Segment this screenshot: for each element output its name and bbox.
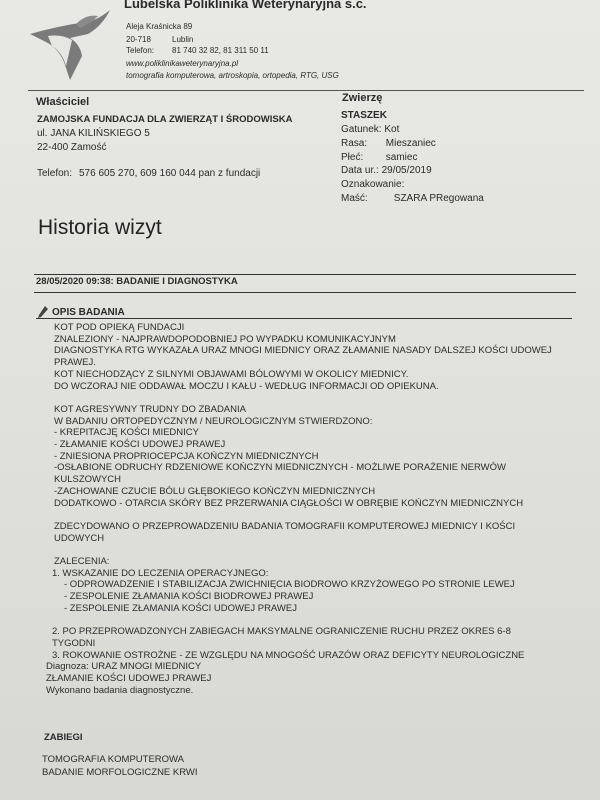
section-divider	[36, 318, 572, 319]
description-line: - ZNIESIONA PROPRIOCEPCJA KOŃCZYN MIEDNICZNYCH	[54, 450, 319, 462]
description-line: - ZESPOLENIE ZŁAMANIA KOŚCI BIODROWEJ PRAWEJ	[64, 591, 314, 603]
description-line: ZDECYDOWANO O PRZEPROWADZENIU BADANIA TOMOGRAFII KOMPUTEROWEJ MIEDNICY I KOŚCI	[54, 520, 516, 532]
field-label: Gatunek:	[341, 124, 382, 135]
field-label: Rasa:	[341, 138, 368, 149]
description-line: KOT POD OPIEKĄ FUNDACJI	[54, 322, 185, 333]
animal-field-marking	[341, 179, 407, 190]
clinic-street: Aleja Kraśnicka 89	[126, 22, 193, 31]
clinic-city: Lublin	[172, 35, 194, 44]
animal-name: STASZEK	[341, 110, 387, 121]
header-divider	[28, 90, 584, 91]
field-label: Płeć:	[341, 152, 364, 163]
description-line: PRAWEJ.	[54, 357, 96, 369]
description-line: Diagnoza: URAZ MNOGI MIEDNICY	[46, 661, 202, 673]
description-line: UDOWYCH	[54, 532, 105, 544]
clinic-postal: 20-718	[126, 35, 151, 44]
field-value: Mieszaniec	[385, 138, 436, 149]
owner-address-2: 22-400 Zamość	[37, 142, 107, 153]
owner-address-1: ul. JANA KILIŃSKIEGO 5	[37, 128, 150, 139]
field-value: 29/05/2019	[381, 165, 432, 176]
description-line: KULSZOWYCH	[54, 474, 122, 486]
description-line: W BADANIU ORTOPEDYCZNYM / NEUROLOGICZNYM STWIERDZONO:	[54, 415, 373, 427]
procedures-heading: ZABIEGI	[44, 732, 83, 743]
clinic-services: tomografia komputerowa, artroskopia, ortopedia, RTG, USG	[126, 71, 339, 80]
description-line: -ZACHOWANE CZUCIE BÓLU GŁĘBOKIEGO KOŃCZYN MIEDNICZNYCH	[54, 485, 376, 497]
clinic-logo-icon	[28, 4, 114, 84]
description-line: - ODPROWADZENIE I STABILIZACJA ZWICHNIĘCIA BIODROWO KRZYŻOWEGO PO STRONIE LEWEJ	[64, 579, 515, 591]
description-line: ZALECENIA:	[54, 556, 110, 567]
description-line: - ZESPOLENIE ZŁAMANIA KOŚCI UDOWEJ PRAWEJ	[64, 602, 297, 614]
animal-field-birthdate	[341, 165, 432, 176]
description-line: DO WCZORAJ NIE ODDAWAŁ MOCZU I KAŁU - WEDŁUG INFORMACJI OD OPIEKUNA.	[54, 380, 439, 392]
description-line: DODATKOWO - OTARCIA SKÓRY BEZ PRZERWANIA CIĄGŁOŚCI W OBRĘBIE KOŃCZYN MIEDNICZNYCH	[54, 497, 524, 509]
animal-field-color	[341, 193, 484, 204]
visit-header: 28/05/2020 09:38: BADANIE I DIAGNOSTYKA	[36, 276, 238, 287]
owner-phone: 576 605 270, 609 160 044 pan z fundacji	[79, 168, 261, 179]
animal-field-sex	[341, 152, 417, 163]
clinic-website: www.poliklinikaweterynaryjna.pl	[126, 59, 239, 68]
description-line: 3. ROKOWANIE OSTROŻNE - ZE WZGLĘDU NA MNOGOŚĆ URAZÓW ORAZ DEFICYTY NEUROLOGICZNE	[52, 649, 525, 661]
animal-field-breed	[341, 138, 436, 149]
description-line: TYGODNI	[52, 637, 96, 649]
procedure-item: BADANIE MORFOLOGICZNE KRWI	[42, 767, 198, 778]
description-line: ZŁAMANIE KOŚCI UDOWEJ PRAWEJ	[46, 673, 212, 684]
clinic-phone-label: Telefon:	[126, 46, 155, 55]
animal-field-species	[341, 124, 399, 135]
field-value: Kot	[384, 124, 400, 135]
owner-phone-label: Telefon:	[37, 168, 73, 179]
field-label: Oznakowanie:	[341, 179, 405, 190]
description-line: 2. PO PRZEPROWADZONYCH ZABIEGACH MAKSYMALNE OGRANICZENIE RUCHU PRZEZ OKRES 6-8	[52, 626, 511, 638]
procedure-item: TOMOGRAFIA KOMPUTEROWA	[42, 754, 184, 765]
pencil-icon	[38, 306, 48, 318]
field-value: SZARA PRegowana	[393, 193, 484, 204]
animal-heading: Zwierzę	[342, 92, 383, 104]
description-line: 1. WSKAZANIE DO LECZENIA OPERACYJNEGO:	[52, 567, 269, 579]
field-label: Maść:	[341, 193, 368, 204]
description-line: DIAGNOSTYKA RTG WYKAZAŁA URAZ MNOGI MIEDNICY ORAZ ZŁAMANIE NASADY DALSZEJ KOŚCI UDOWEJ	[54, 345, 552, 357]
description-line: -OSŁABIONE ODRUCHY RDZENIOWE KOŃCZYN MIEDNICZNYCH - MOŻLIWE PORAŻENIE NERWÓW	[54, 462, 506, 474]
clinic-phones: 81 740 32 82, 81 311 50 11	[172, 46, 269, 55]
description-line: Wykonano badania diagnostyczne.	[46, 684, 194, 696]
section-title: OPIS BADANIA	[52, 306, 125, 318]
description-line: - KREPITACJĘ KOŚCI MIEDNICY	[54, 427, 199, 439]
description-line: ZNALEZIONY - NAJPRAWDOPODOBNIEJ PO WYPADKU KOMUNIKACYJNYM	[54, 333, 396, 345]
description-line: KOT AGRESYWNY TRUDNY DO ZBADANIA	[54, 403, 246, 415]
field-label: Data ur.:	[341, 165, 379, 176]
history-title: Historia wizyt	[38, 216, 162, 239]
owner-name: ZAMOJSKA FUNDACJA DLA ZWIERZĄT I ŚRODOWISKA	[37, 114, 293, 125]
field-value: samiec	[385, 152, 418, 163]
section-heading	[38, 306, 125, 318]
description-line: - ZŁAMANIE KOŚCI UDOWEJ PRAWEJ	[54, 439, 226, 450]
description-line: KOT NIECHODZĄCY Z SILNYMI OBJAWAMI BÓLOWYMI W OKOLICY MIEDNICY.	[54, 368, 409, 380]
owner-heading: Właściciel	[36, 96, 90, 108]
visit-divider-bottom	[34, 292, 576, 293]
clinic-name: Lubelska Poliklinika Weterynaryjna s.c.	[124, 0, 367, 11]
visit-divider-top	[34, 274, 576, 275]
